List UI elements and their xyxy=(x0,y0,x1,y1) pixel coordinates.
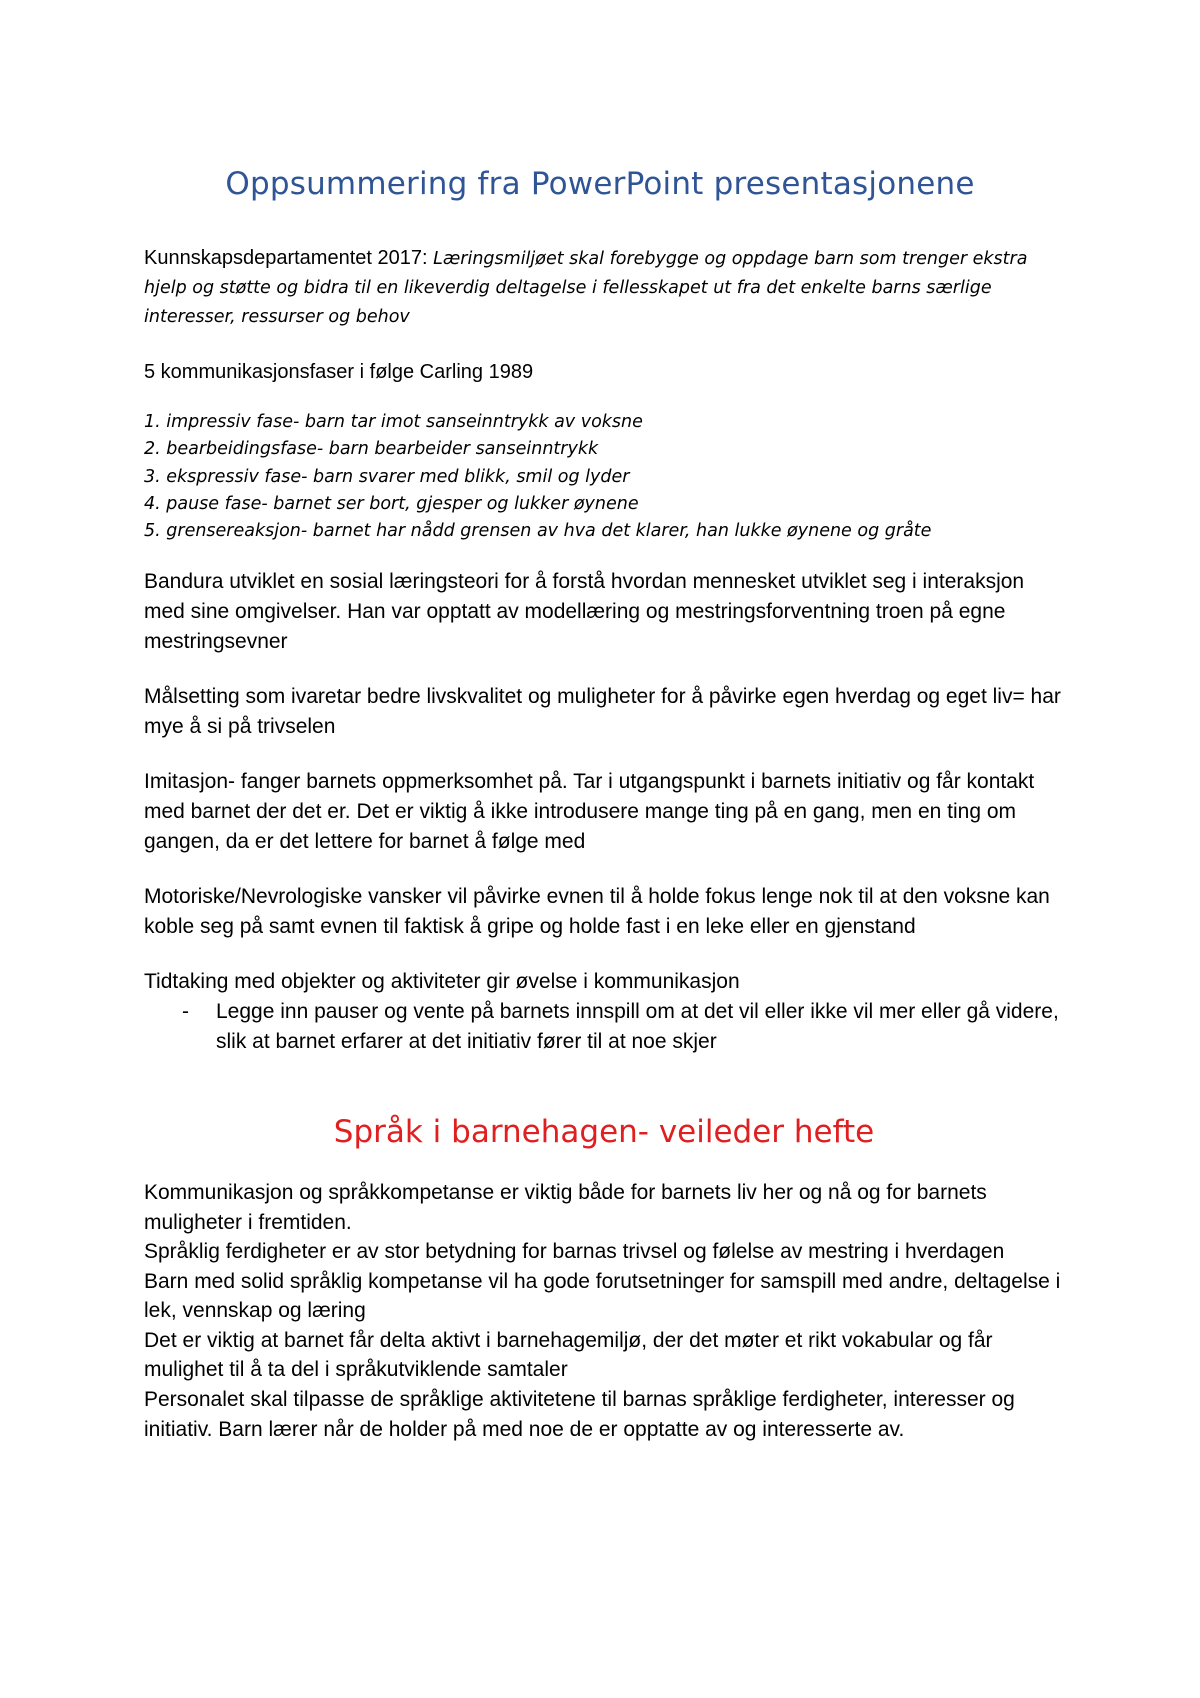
section-line: Språklig ferdigheter er av stor betydning for barnas trivsel og følelse av mestring i hverdagen xyxy=(144,1240,1005,1264)
phase-item: 5. grensereaksjon- barnet har nådd grensen av hva det klarer, han lukke øynene og gråte xyxy=(144,521,932,542)
intro-paragraph xyxy=(144,244,1064,332)
tidtaking-list xyxy=(144,997,1064,1056)
motoriske-paragraph: Motoriske/Nevrologiske vansker vil påvirke evnen til å holde fokus lenge nok til at den voksne kan koble seg på samt evnen til faktisk å gripe og holde fast i en leke eller en gjenstand xyxy=(144,885,1050,938)
imitasjon-paragraph: Imitasjon- fanger barnets oppmerksomhet på. Tar i utgangspunkt i barnets initiativ og får kontakt med barnet der det er. Det er viktig å ikke introdusere mange ting på en gang, men en ting om gangen, da er det lettere for barnet å følge med xyxy=(144,770,1035,853)
document-title: Oppsummering fra PowerPoint presentasjonene xyxy=(225,166,975,202)
phase-item: 2. bearbeidingsfase- barn bearbeider sanseinntrykk xyxy=(144,439,599,460)
phase-item: 3. ekspressiv fase- barn svarer med blikk, smil og lyder xyxy=(144,466,630,487)
section-line: Det er viktig at barnet får delta aktivt i barnehagemiljø, der det møter et rikt vokabular og får mulighet til å ta del i språkutviklende samtaler xyxy=(144,1328,993,1382)
section-line: Barn med solid språklig kompetanse vil ha gode forutsetninger for samspill med andre, deltagelse i lek, vennskap og læring xyxy=(144,1269,1061,1323)
phase-item: 4. pause fase- barnet ser bort, gjesper og lukker øynene xyxy=(144,493,639,514)
phases-list xyxy=(144,409,1064,545)
document-body xyxy=(144,244,1064,1444)
phase-item: 1. impressiv fase- barn tar imot sanseinntrykk av voksne xyxy=(144,412,643,432)
list-item-text: Legge inn pauser og vente på barnets innspill om at det vil eller ikke vil mer eller gå videre, slik at barnet erfarer at det initiativ fører til at noe skjer xyxy=(216,1000,1059,1053)
tidtaking-paragraph: Tidtaking med objekter og aktiviteter gir øvelse i kommunikasjon xyxy=(144,970,740,994)
section-title: Språk i barnehagen- veileder hefte xyxy=(333,1114,875,1151)
intro-lead: Kunnskapsdepartamentet 2017 xyxy=(144,247,422,269)
section-line: Personalet skal tilpasse de språklige aktivitetene til barnas språklige ferdigheter, interesser og initiativ. Barn lærer når de holder på med noe de er opptatte av og interesserte av. xyxy=(144,1388,1015,1441)
malsetting-paragraph: Målsetting som ivaretar bedre livskvalitet og muligheter for å påvirke egen hverdag og eget liv= har mye å si på trivselen xyxy=(144,685,1061,738)
dash-bullet: - xyxy=(182,1000,189,1024)
list-item xyxy=(144,997,1064,1056)
phases-heading: 5 kommunikasjonsfaser i følge Carling 1989 xyxy=(144,361,534,383)
intro-quote: Læringsmiljøet skal forebygge og oppdage barn som trenger ekstra hjelp og støtte og bidra til en likeverdig deltagelse i fellesskapet ut fra det enkelte barns særlige interesser, ressurser og behov xyxy=(144,249,1028,327)
bandura-paragraph: Bandura utviklet en sosial læringsteori for å forstå hvordan mennesket utviklet seg i interaksjon med sine omgivelser. Han var opptatt av modellæring og mestringsforventning troen på egne mestringsevner xyxy=(144,570,1025,653)
section-line: Kommunikasjon og språkkompetanse er viktig både for barnets liv her og nå og for barnets muligheter i fremtiden. xyxy=(144,1180,987,1234)
intro-colon: : xyxy=(421,247,434,269)
